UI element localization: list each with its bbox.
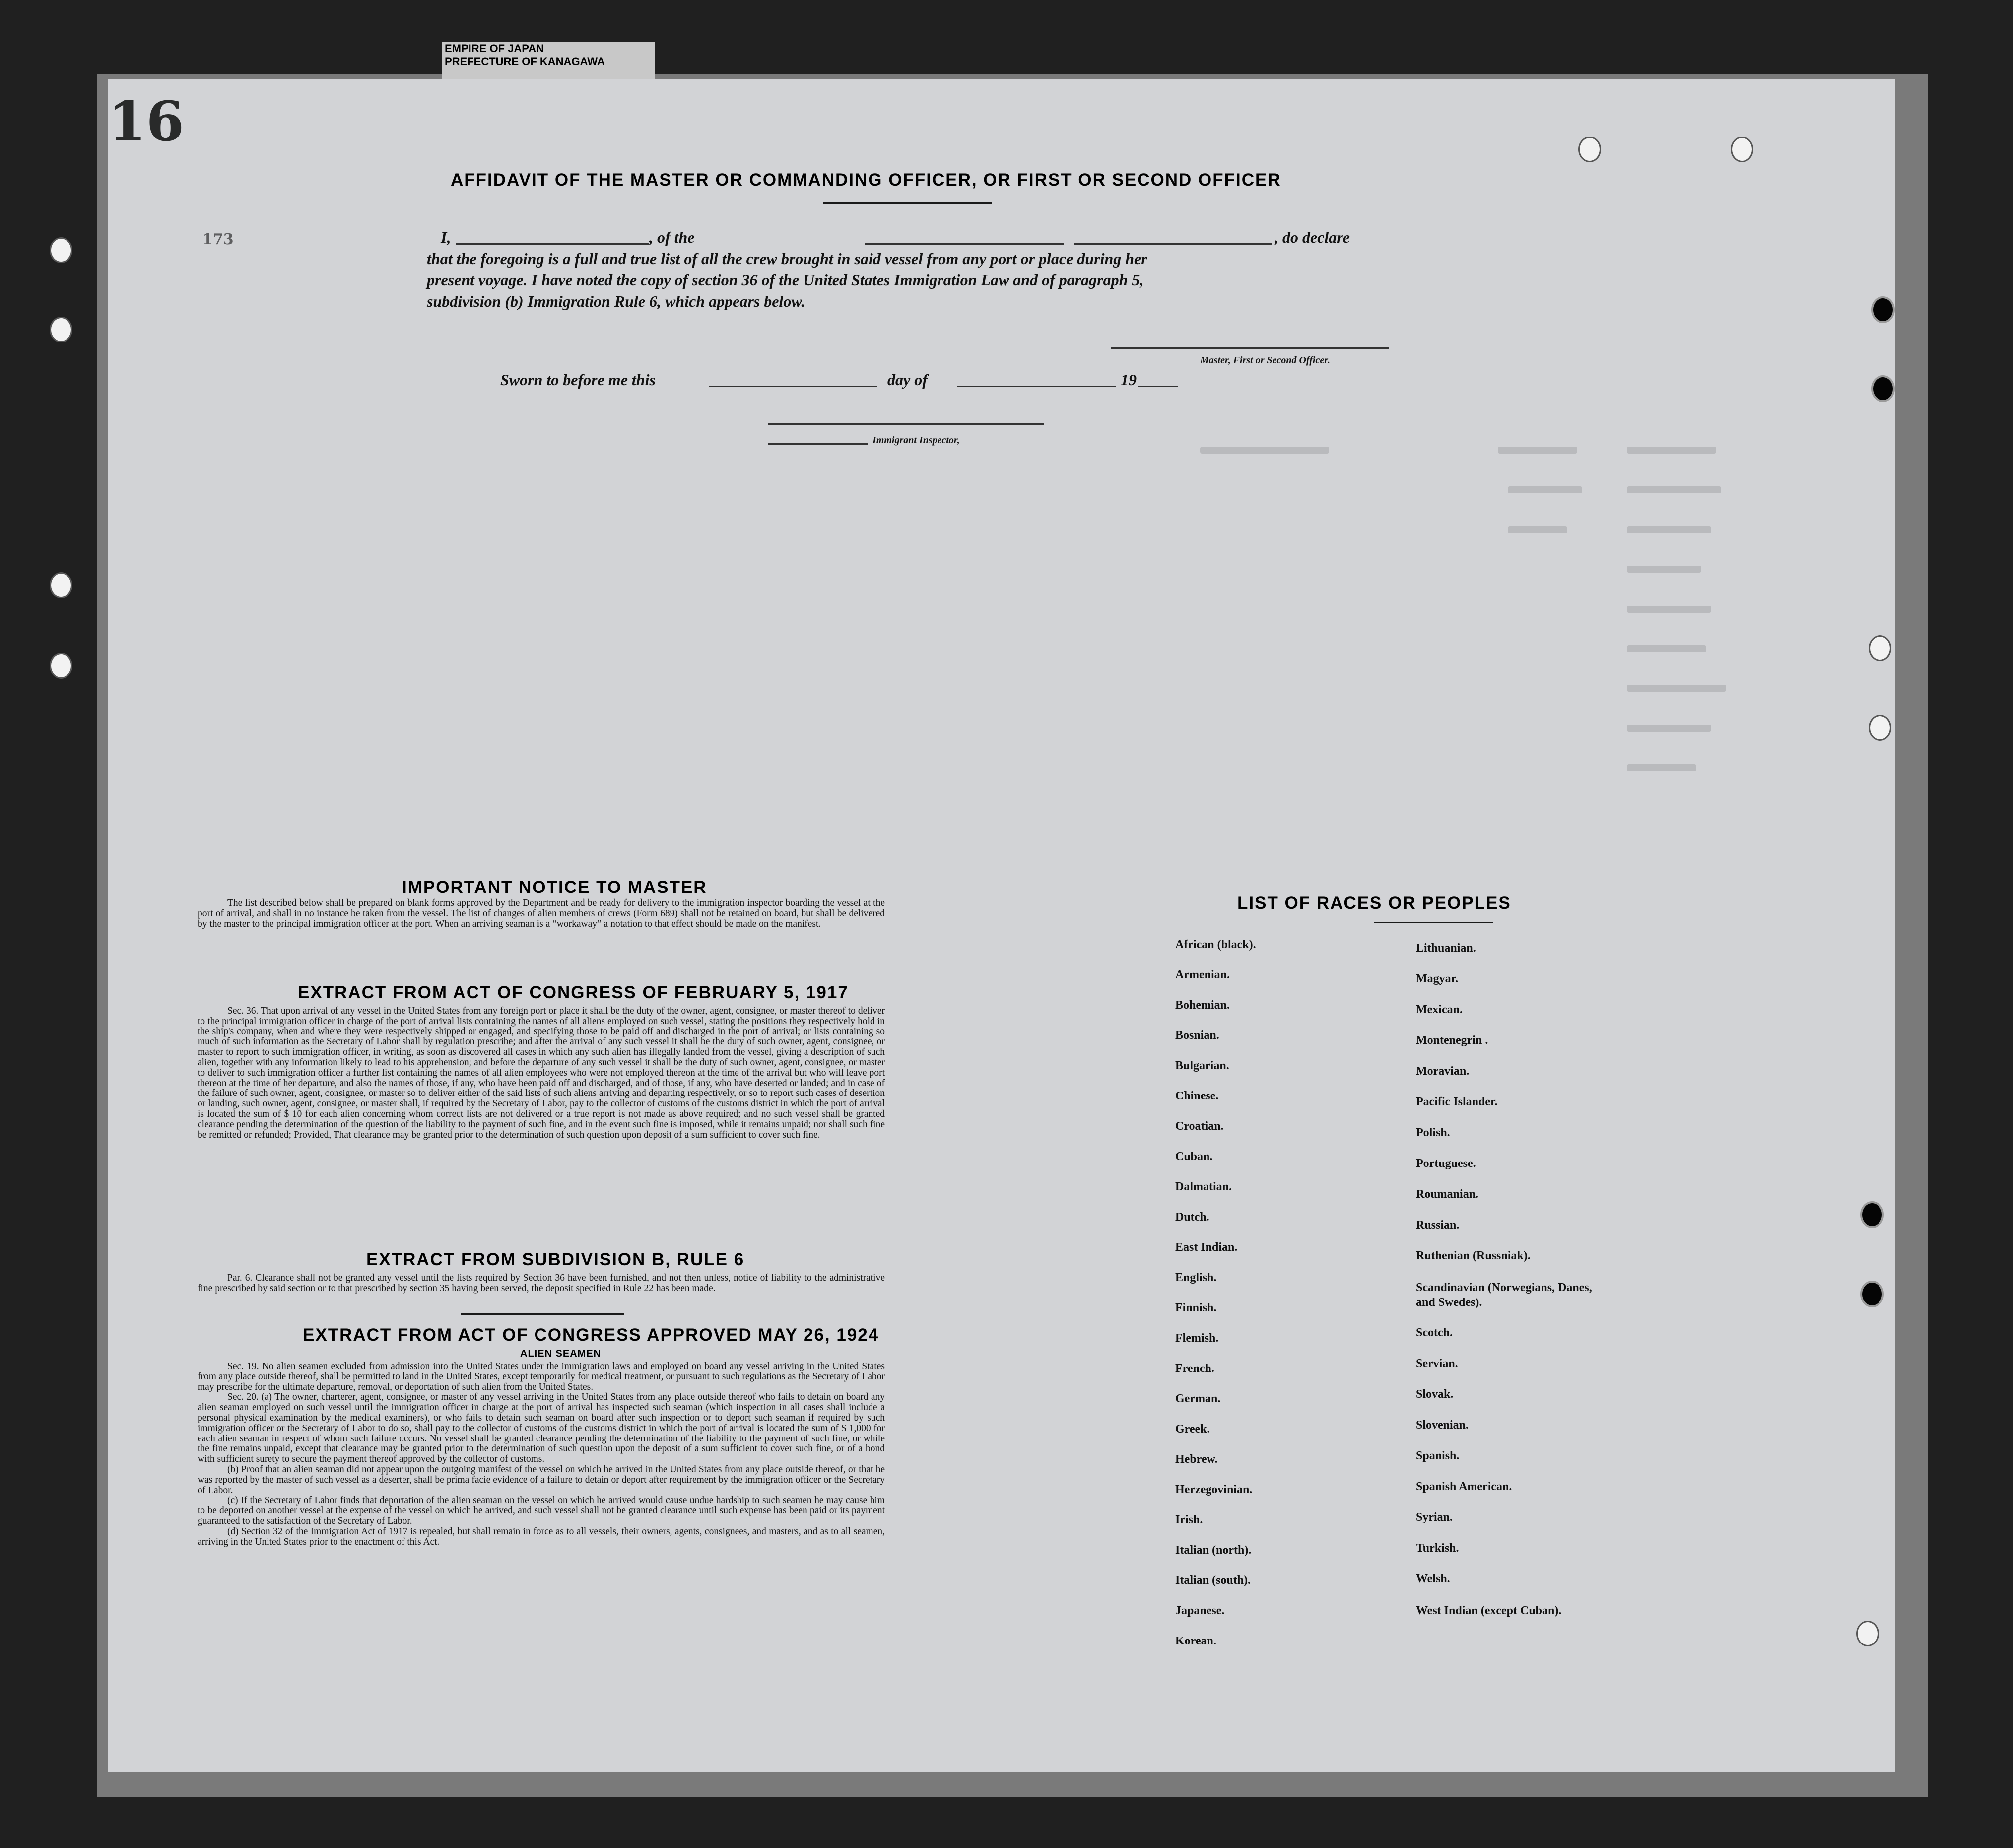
affidavit-line-4: subdivision (b) Immigration Rule 6, which appears below.: [427, 292, 805, 310]
punch-hole: [1860, 1201, 1884, 1228]
punch-hole: [50, 237, 72, 263]
punch-hole: [1871, 375, 1895, 402]
race-item: Spanish.: [1416, 1449, 1460, 1462]
race-item: Croatian.: [1175, 1120, 1224, 1133]
sworn-month-blank: [957, 386, 1116, 387]
section-20a: Sec. 20. (a) The owner, charterer, agent, consignee, or master of any vessel arriving in the United States from any place outside thereof who fails to detain on board any alien seaman employed on such vessel until the immigration officer in charge at the port of arrival has inspected such seaman (which inspection in all cases shall include a personal physical examination by the medical examiners), or who fails to detain such seaman on board after such inspection or to deport such seaman if required by such immigration officer or the Secretary of Labor to do so, shall pay to the collector of customs of the customs district in which the port of arrival is located the sum of $ 1,000 for each alien seaman in respect of whom such failure occurs. No vessel shall be granted clearance pending the determination of the liability to the payment of such fine, or while the fine remains unpaid, except that clearance may be granted prior to the determination of such question upon the deposit of a sum sufficient to cover such fine, or of a bond with sufficient surety to secure the payment thereof approved by the collector of customs.: [198, 1392, 885, 1465]
race-item: Welsh.: [1416, 1573, 1450, 1585]
affidavit-title-rule: [823, 202, 992, 204]
race-item: Korean.: [1175, 1635, 1216, 1647]
section-20c: (c) If the Secretary of Labor finds that deportation of the alien seaman on the vessel on which he arrived would cause undue hardship to such seamen he may cause him to be deported on another vessel at the expense of the vessel on which he arrived, and such vessel shall not be granted clearance until such expense has been paid or its payment guaranteed to the satisfaction of the Secretary of Labor.: [198, 1495, 885, 1526]
punch-hole: [50, 653, 72, 679]
inspector-line-1: [768, 423, 942, 425]
race-item: Scandinavian (Norwegians, Danes, and Swedes).: [1416, 1281, 1592, 1309]
race-item: Flemish.: [1175, 1332, 1219, 1345]
race-item: Dutch.: [1175, 1211, 1209, 1224]
race-item: Greek.: [1175, 1423, 1210, 1436]
corner-number: 173: [202, 231, 234, 248]
master-label: Master, First or Second Officer.: [1200, 355, 1330, 366]
alien-seamen-subtitle: ALIEN SEAMEN: [520, 1348, 602, 1359]
race-item: Turkish.: [1416, 1542, 1459, 1555]
race-item: Armenian.: [1175, 968, 1230, 981]
sworn-day-of: day of: [887, 371, 928, 389]
sworn-year-prefix: 19: [1121, 371, 1137, 389]
punch-hole: [1578, 137, 1601, 162]
race-item: East Indian.: [1175, 1241, 1238, 1254]
punch-hole: [1869, 715, 1891, 741]
section-20d: (d) Section 32 of the Immigration Act of 1917 is repealed, but shall remain in force as to all vessels, their owners, agents, consignees, and masters, and as to all seamen, arriving in the United States prior to the enactment of this Act.: [198, 1526, 885, 1547]
extract-1924-text: [198, 1362, 885, 1547]
notice-title: IMPORTANT NOTICE TO MASTER: [402, 878, 707, 897]
race-item: Pacific Islander.: [1416, 1095, 1498, 1108]
sworn-year-blank: [1138, 386, 1178, 387]
race-item: Russian.: [1416, 1219, 1460, 1232]
punch-hole: [50, 572, 72, 598]
race-item: Moravian.: [1416, 1065, 1470, 1078]
paragraph-6: Par. 6. Clearance shall not be granted any vessel until the lists required by Section 36 have been furnished, and not then unless, notice of liability to the administrative fine prescribed by said section or to that prescribed by section 35 having been served, the deposit specified in Rule 22 has been made.: [198, 1273, 885, 1294]
punch-hole: [1871, 296, 1895, 323]
affidavit-i: I,: [441, 228, 451, 246]
race-item: Finnish.: [1175, 1301, 1217, 1314]
extract-1917-text: [198, 1006, 885, 1140]
punch-hole: [1860, 1281, 1884, 1307]
race-item: African (black).: [1175, 938, 1256, 951]
manifest-sheet: [108, 79, 1895, 1772]
race-item: French.: [1175, 1362, 1214, 1375]
stamp-line-1: EMPIRE OF JAPAN: [445, 42, 544, 55]
affidavit-line-2: that the foregoing is a full and true list of all the crew brought in said vessel from any port or place during her: [427, 250, 1147, 268]
race-item: Bulgarian.: [1175, 1059, 1229, 1072]
race-item: Portuguese.: [1416, 1157, 1476, 1170]
race-item: Herzegovinian.: [1175, 1483, 1253, 1496]
affidavit-do-declare: , do declare: [1275, 228, 1350, 246]
race-item: Syrian.: [1416, 1511, 1453, 1524]
master-signature-line: [1111, 347, 1389, 349]
affidavit-of-the: , of the: [649, 228, 695, 246]
sworn-day-blank: [709, 386, 877, 387]
race-item: Bosnian.: [1175, 1029, 1219, 1042]
race-item: Montenegrin .: [1416, 1034, 1488, 1047]
handwritten-mark: 16: [108, 89, 185, 153]
races-title-rule: [1374, 922, 1493, 923]
affidavit-line-3: present voyage. I have noted the copy of section 36 of the United States Immigration Law and of paragraph 5,: [427, 271, 1144, 289]
punch-hole: [1731, 137, 1753, 162]
race-item: Servian.: [1416, 1357, 1458, 1370]
sworn-text: Sworn to before me this: [500, 371, 656, 389]
notice-paragraph: The list described below shall be prepared on blank forms approved by the Department and be ready for delivery to the immigration inspector boarding the vessel at the port of arrival, and shall in no instance be taken from the vessel. The list of changes of alien members of crews (Form 689) shall not be retained on board, but shall be delivered by the master to the principal immigration officer at the port. When an arriving seaman is a “workaway” a notation to that effect should be made on the manifest.: [198, 898, 885, 929]
punch-hole: [1869, 635, 1891, 661]
affidavit-title: AFFIDAVIT OF THE MASTER OR COMMANDING OFFICER, OR FIRST OR SECOND OFFICER: [451, 170, 1281, 190]
punch-hole: [50, 317, 72, 342]
race-item: Polish.: [1416, 1126, 1450, 1139]
name-blank: [456, 243, 649, 245]
race-item: Slovenian.: [1416, 1419, 1469, 1432]
race-item: Spanish American.: [1416, 1480, 1512, 1493]
race-item: English.: [1175, 1271, 1217, 1284]
subdivision-b-rule: [461, 1313, 624, 1315]
vessel-blank-2: [1074, 243, 1272, 245]
race-item: Scotch.: [1416, 1326, 1453, 1339]
section-36: Sec. 36. That upon arrival of any vessel in the United States from any foreign port or place it shall be the duty of the owner, agent, consignee, or master thereof to deliver to the principal immigration officer in charge of the port of arrival lists containing the names of all aliens employed on such vessel, stating the positions they respectively hold in the ship's company, when and where they were respectively shipped or engaged, and specifying those to be paid off and discharged in the port of arrival; or lists containing so much of such information as the Secretary of Labor shall by regulation prescribe; and after the arrival of any such vessel it shall be the duty of such owner, agent, consignee, or master to report to such immigration officer, in writing, as soon as discovered all cases in which any such alien has illegally landed from the vessel, giving a description of such alien, together with any information likely to lead to his apprehension; and before the departure of any such vessel it shall be the duty of such owner, agent, consignee, or master to deliver to such immigration officer a further list containing the names of all alien employees who were not employed thereon at the time of the arrival but who will leave port thereon at the time of her departure, and also the names of those, if any, who have been paid off and discharged, and of those, if any, who have deserted or landed; and in case of the failure of such owner, agent, consignee, or master so to deliver either of the said lists of such aliens arriving and departing respectively, or so to report such cases of desertion or landing, such owner, agent, consignee, or master shall, if required by the Secretary of Labor, pay to the collector of customs of the customs district in which the port of arrival is located the sum of $ 10 for each alien concerning whom correct lists are not delivered or a true report is not made as above required; and no such vessel shall be granted clearance pending the determination of the question of the liability to the payment of such fine, and in the event such fine is imposed, while it remains unpaid; nor shall such fine be remitted or refunded; Provided, That clearance may be granted prior to the determination of such question upon deposit of a sum sufficient to cover such fine.: [198, 1006, 885, 1140]
section-20b: (b) Proof that an alien seaman did not appear upon the outgoing manifest of the vessel on which he arrived in the United States from any place outside thereof, or that he was reported by the master of such vessel as a deserter, shall be prima facie evidence of a failure to detain or deport after requirement by the immigration officer or the Secretary of Labor.: [198, 1464, 885, 1496]
race-item: Chinese.: [1175, 1090, 1219, 1102]
race-item: Dalmatian.: [1175, 1180, 1232, 1193]
subdivision-b-text: [198, 1273, 885, 1294]
section-19: Sec. 19. No alien seamen excluded from admission into the United States under the immigration laws and employed on board any vessel arriving in the United States from any place outside thereof, shall be permitted to land in the United States, except temporarily for medical treatment, or pursuant to such regulations as the Secretary of Labor may prescribe for the ultimate departure, removal, or deportation of such alien from the United States.: [198, 1361, 885, 1392]
extract-1924-title: EXTRACT FROM ACT OF CONGRESS APPROVED MAY 26, 1924: [303, 1325, 879, 1345]
vessel-blank-1: [865, 243, 1064, 245]
inspector-label: Immigrant Inspector,: [872, 435, 960, 446]
race-item: Mexican.: [1416, 1003, 1463, 1016]
subdivision-b-title: EXTRACT FROM SUBDIVISION B, RULE 6: [366, 1250, 745, 1269]
race-item: Slovak.: [1416, 1388, 1454, 1401]
stamp-line-2: PREFECTURE OF KANAGAWA: [445, 55, 605, 68]
race-item: Lithuanian.: [1416, 942, 1476, 955]
race-item: Italian (north).: [1175, 1544, 1252, 1557]
race-item: West Indian (except Cuban).: [1416, 1604, 1562, 1617]
race-item: Hebrew.: [1175, 1453, 1218, 1466]
race-item: Ruthenian (Russniak).: [1416, 1249, 1531, 1262]
inspector-line-3: [768, 443, 868, 445]
race-item: Cuban.: [1175, 1150, 1213, 1163]
race-item: Roumanian.: [1416, 1188, 1479, 1201]
races-title: LIST OF RACES OR PEOPLES: [1237, 893, 1511, 913]
race-item: Bohemian.: [1175, 999, 1230, 1012]
extract-1917-title: EXTRACT FROM ACT OF CONGRESS OF FEBRUARY 5, 1917: [298, 983, 849, 1002]
inspector-line-2: [942, 423, 1044, 425]
notice-text: [198, 898, 885, 929]
race-item: Magyar.: [1416, 972, 1459, 985]
race-item: Japanese.: [1175, 1604, 1225, 1617]
race-item: Italian (south).: [1175, 1574, 1251, 1587]
race-item: Irish.: [1175, 1513, 1203, 1526]
punch-hole: [1856, 1621, 1879, 1646]
race-item: German.: [1175, 1392, 1221, 1405]
